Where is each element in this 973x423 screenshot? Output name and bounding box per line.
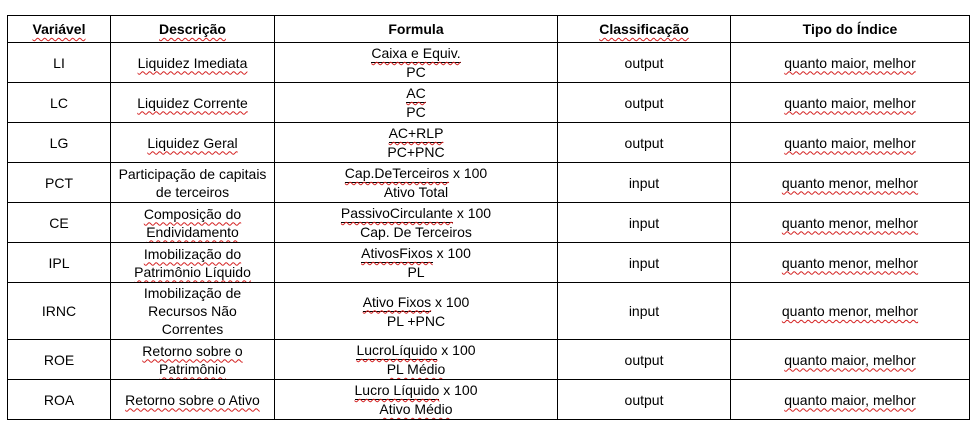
index-type-cell: quanto menor, melhor [731,163,970,203]
table-row [8,163,970,203]
column-header-variable: Variável [8,16,111,43]
description-cell: Imobilização de Recursos Não Correntes [111,283,275,340]
table-row [8,203,970,243]
index-type-cell: quanto menor, melhor [731,283,970,340]
table-row [8,283,970,340]
table-row [8,123,970,163]
description-cell: Liquidez Corrente [111,83,275,123]
formula-cell: PassivoCirculante x 100 Cap. De Terceiros [275,203,558,243]
formula-cell: Caixa e Equiv. PC [275,43,558,83]
variable-cell: ROE [8,340,111,380]
classification-cell: output [558,43,731,83]
table-row [8,83,970,123]
variable-cell: CE [8,203,111,243]
formula-cell: AC+RLP PC+PNC [275,123,558,163]
index-type-cell: quanto maior, melhor [731,43,970,83]
column-header-classification: Classificação [558,16,731,43]
formula-cell: AC PC [275,83,558,123]
column-header-index-type: Tipo do Índice [731,16,970,43]
variable-cell: ROA [8,380,111,420]
description-cell: Retorno sobre o Ativo [111,380,275,420]
description-cell: Participação de capitais de terceiros [111,163,275,203]
table-row [8,43,970,83]
formula-cell: LucroLíquido x 100 PL Médio [275,340,558,380]
description-cell: Liquidez Geral [111,123,275,163]
classification-cell: input [558,243,731,283]
variable-cell: LI [8,43,111,83]
classification-cell: input [558,163,731,203]
formula-cell: Cap.DeTerceiros x 100 Ativo Total [275,163,558,203]
variable-cell: PCT [8,163,111,203]
index-type-cell: quanto maior, melhor [731,380,970,420]
index-type-cell: quanto maior, melhor [731,83,970,123]
classification-cell: output [558,380,731,420]
column-header-description: Descrição [111,16,275,43]
description-cell: Imobilização do Patrimônio Líquido [111,243,275,283]
description-cell: Composição do Endividamento [111,203,275,243]
variable-cell: LG [8,123,111,163]
variable-cell: IPL [8,243,111,283]
formula-cell: Ativo Fixos x 100 PL +PNC [275,283,558,340]
classification-cell: output [558,123,731,163]
table-row [8,340,970,380]
classification-cell: output [558,83,731,123]
column-header-formula: Formula [275,16,558,43]
table-row [8,380,970,420]
formula-cell: AtivosFixos x 100 PL [275,243,558,283]
index-type-cell: quanto menor, melhor [731,203,970,243]
description-cell: Liquidez Imediata [111,43,275,83]
variable-cell: LC [8,83,111,123]
classification-cell: output [558,340,731,380]
variable-cell: IRNC [8,283,111,340]
description-cell: Retorno sobre o Patrimônio [111,340,275,380]
index-type-cell: quanto maior, melhor [731,123,970,163]
classification-cell: input [558,283,731,340]
classification-cell: input [558,203,731,243]
table-row [8,243,970,283]
formula-cell: Lucro Líquido x 100 Ativo Médio [275,380,558,420]
index-type-cell: quanto maior, melhor [731,340,970,380]
indices-table [7,15,970,420]
index-type-cell: quanto menor, melhor [731,243,970,283]
header-row [8,16,970,43]
